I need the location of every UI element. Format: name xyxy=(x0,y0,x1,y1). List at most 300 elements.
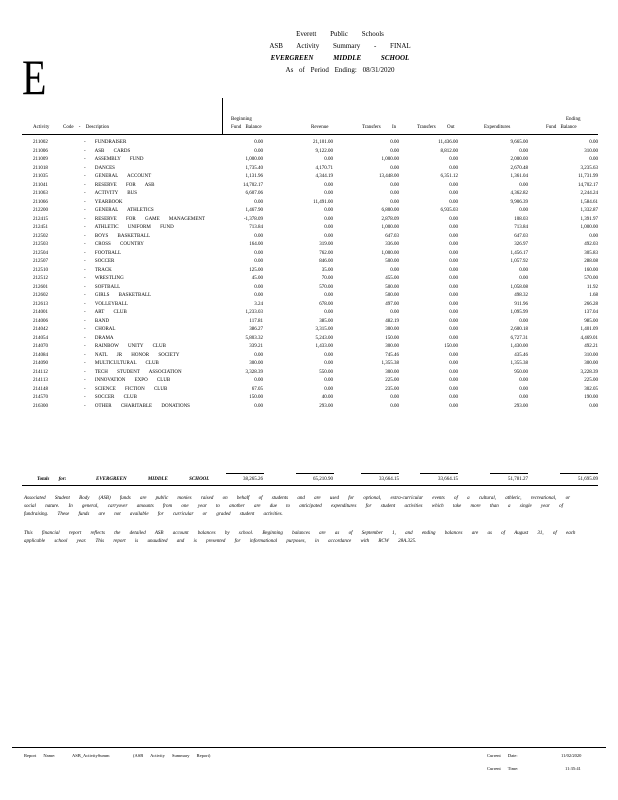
table-row xyxy=(0,326,618,335)
transfers-in: 6,800.00 xyxy=(381,208,399,213)
ending-balance: 492.03 xyxy=(584,242,598,247)
transfers-in: 0.00 xyxy=(390,182,399,188)
activity-code: 211018 xyxy=(33,165,48,171)
activity-description: - CHORAL xyxy=(84,327,116,332)
activity-description: - CROSS COUNTRY xyxy=(84,242,144,247)
transfers-out: 0.00 xyxy=(449,327,458,332)
transfers-out: 0.00 xyxy=(449,403,458,409)
transfers-in: 13,448.00 xyxy=(379,174,399,179)
transfers-in: 0.00 xyxy=(390,310,399,315)
expenditures: 1,361.04 xyxy=(510,174,528,179)
beginning-balance: 713.84 xyxy=(249,225,263,230)
beginning-balance: -1,378.09 xyxy=(243,216,263,222)
activity-code: 211041 xyxy=(33,182,48,188)
table-row xyxy=(0,309,618,318)
transfers-out: 6,935.03 xyxy=(440,208,458,213)
transfers-in: 0.00 xyxy=(390,267,399,273)
activity-description: - RAINBOW UNITY CLUB xyxy=(84,344,166,349)
table-row xyxy=(0,148,618,157)
transfers-in: 225.00 xyxy=(385,378,399,383)
activity-description: - GIRLS BASKETBALL xyxy=(84,293,152,298)
transfers-in: 300.00 xyxy=(385,369,399,375)
activity-code: 212502 xyxy=(33,233,48,239)
expenditures: 0.00 xyxy=(519,267,528,273)
beginning-balance: 5,803.32 xyxy=(245,335,263,341)
activity-code: 211035 xyxy=(33,174,48,179)
transfers-in: 0.00 xyxy=(390,140,399,145)
ending-balance: 225.00 xyxy=(584,378,598,383)
revenue: 0.00 xyxy=(324,361,333,366)
table-row xyxy=(0,190,618,199)
ending-balance: 302.05 xyxy=(584,386,598,392)
beginning-balance: 0.00 xyxy=(254,199,263,205)
beginning-balance: 0.00 xyxy=(254,378,263,383)
total-transfers-out: 33,664.15 xyxy=(438,477,458,482)
expenditures: 950.00 xyxy=(514,369,528,375)
ending-balance: 14,702.17 xyxy=(578,182,598,188)
expenditures: 0.00 xyxy=(519,276,528,281)
transfers-in: 647.03 xyxy=(385,233,399,239)
beginning-balance: 150.00 xyxy=(249,395,263,400)
revenue: 550.00 xyxy=(319,369,333,375)
ending-balance: 3,228.39 xyxy=(580,369,598,375)
total-revenue: 65,210.90 xyxy=(313,477,333,482)
transfers-out: 0.00 xyxy=(449,250,458,256)
col-beginning-1: Beginning xyxy=(231,117,252,122)
table-row xyxy=(0,258,618,267)
expenditures: 0.00 xyxy=(519,182,528,188)
transfers-in: 745.46 xyxy=(385,352,399,358)
transfers-out: 0.00 xyxy=(449,267,458,273)
activity-code: 212415 xyxy=(33,216,48,222)
activity-description: - SOCCER xyxy=(84,259,115,264)
activity-code: 212503 xyxy=(33,242,48,247)
revenue: 0.00 xyxy=(324,386,333,392)
activity-description: - ASB CARDS xyxy=(84,148,131,154)
activity-table xyxy=(0,139,618,411)
col-transfers-in: Transfers In xyxy=(362,125,397,130)
transfers-out: 150.00 xyxy=(444,344,458,349)
ending-balance: 305.83 xyxy=(584,250,598,256)
activity-description: - SOCCER CLUB xyxy=(84,395,137,400)
ending-balance: 137.04 xyxy=(584,310,598,315)
activity-code: 212601 xyxy=(33,284,48,290)
district-name: Everett Public Schools xyxy=(296,30,384,38)
transfers-in: 500.00 xyxy=(385,259,399,264)
transfers-out: 0.00 xyxy=(449,225,458,230)
table-row xyxy=(0,216,618,225)
revenue: 0.00 xyxy=(324,157,333,162)
transfers-in: 1,355.38 xyxy=(381,361,399,366)
beginning-balance: 164.00 xyxy=(249,242,263,247)
activity-description: - INNOVATION EXPO CLUB xyxy=(84,378,171,383)
table-row xyxy=(0,377,618,386)
revenue: 846.00 xyxy=(319,259,333,264)
revenue: 4,344.19 xyxy=(315,174,333,179)
table-row xyxy=(0,199,618,208)
table-row xyxy=(0,284,618,293)
expenditures: 647.03 xyxy=(514,233,528,239)
col-transfers-out: Transfers Out xyxy=(417,125,455,130)
activity-description: - RESERVE FOR GAME MANAGEMENT xyxy=(84,216,206,222)
revenue: 0.00 xyxy=(324,208,333,213)
col-expenditures: Expenditures xyxy=(484,125,511,130)
beginning-balance: 3.24 xyxy=(254,301,263,307)
ending-balance: 3,235.63 xyxy=(580,165,598,171)
expenditures: 6,727.31 xyxy=(510,335,528,341)
revenue: 11,491.00 xyxy=(313,199,333,205)
activity-code: 212507 xyxy=(33,259,48,264)
transfers-out: 0.00 xyxy=(449,182,458,188)
col-ending-1: Ending xyxy=(566,117,581,122)
activity-code: 214570 xyxy=(33,395,48,400)
beginning-balance: 0.00 xyxy=(254,403,263,409)
activity-description: - NATL JR HONOR SOCIETY xyxy=(84,352,180,358)
table-row xyxy=(0,233,618,242)
activity-description: - RESERVE FOR ASB xyxy=(84,182,155,188)
activity-description: - ASSEMBLY FUND xyxy=(84,157,144,162)
activity-code: 214090 xyxy=(33,361,48,366)
ending-balance: 1,584.61 xyxy=(580,199,598,205)
transfers-out: 0.00 xyxy=(449,242,458,247)
expenditures: 0.00 xyxy=(519,386,528,392)
transfers-out: 8,812.00 xyxy=(440,148,458,154)
revenue: 0.00 xyxy=(324,310,333,315)
activity-description: - SOFTBALL xyxy=(84,284,121,290)
activity-description: - FOOTBALL xyxy=(84,250,122,256)
footer-report-name: ASB_ActivitySumm xyxy=(72,753,110,758)
ending-balance: 11,731.99 xyxy=(578,174,598,179)
activity-code: 211063 xyxy=(33,191,48,196)
expenditures: 9,906.39 xyxy=(510,199,528,205)
ending-balance: 4,469.01 xyxy=(580,335,598,341)
revenue: 0.00 xyxy=(324,378,333,383)
ending-balance: 0.00 xyxy=(589,403,598,409)
expenditures: 0.00 xyxy=(519,318,528,324)
activity-code: 214006 xyxy=(33,318,48,324)
transfers-out: 0.00 xyxy=(449,233,458,239)
table-row xyxy=(0,301,618,310)
expenditures: 2,000.00 xyxy=(510,157,528,162)
beginning-balance: 0.00 xyxy=(254,293,263,298)
activity-description: - ATHLETIC UNIFORM FUND xyxy=(84,225,174,230)
ending-balance: 1,000.00 xyxy=(580,225,598,230)
activity-description: - TRACK xyxy=(84,267,112,273)
activity-description: - YEARBOOK xyxy=(84,199,123,205)
activity-description: - GENERAL ACCOUNT xyxy=(84,174,152,179)
expenditures: 911.96 xyxy=(514,301,528,307)
beginning-balance: 117.81 xyxy=(249,318,263,324)
table-row xyxy=(0,173,618,182)
ending-balance: 0.00 xyxy=(589,233,598,239)
expenditures: 2,670.48 xyxy=(510,165,528,171)
revenue: 0.00 xyxy=(324,293,333,298)
column-divider xyxy=(222,98,223,134)
col-revenue: Revenue xyxy=(311,125,329,130)
activity-code: 214113 xyxy=(33,378,48,383)
total-transfers-in: 33,664.15 xyxy=(379,477,399,482)
transfers-out: 0.00 xyxy=(449,165,458,171)
transfers-in: 1,000.00 xyxy=(381,225,399,230)
revenue: 1,433.00 xyxy=(315,344,333,349)
transfers-in: 1,000.00 xyxy=(381,157,399,162)
revenue: 385.00 xyxy=(319,318,333,324)
ending-balance: 0.00 xyxy=(589,140,598,145)
table-row xyxy=(0,250,618,259)
transfers-out: 0.00 xyxy=(449,378,458,383)
table-row xyxy=(0,275,618,284)
activity-description: - BOYS BASKETBALL xyxy=(84,233,151,239)
revenue: 570.00 xyxy=(319,284,333,290)
revenue: 0.00 xyxy=(324,225,333,230)
col-beginning-2: Fund Balance xyxy=(231,125,262,130)
footer-rule xyxy=(12,747,606,748)
expenditures: 498.32 xyxy=(514,293,528,298)
transfers-in: 0.00 xyxy=(390,395,399,400)
table-row xyxy=(0,335,618,344)
transfers-in: 500.00 xyxy=(385,293,399,298)
activity-description: - WRESTLING xyxy=(84,276,124,281)
transfers-in: 300.00 xyxy=(385,327,399,332)
expenditures: 2,600.18 xyxy=(510,327,528,332)
beginning-balance: 0.00 xyxy=(254,259,263,264)
col-code-description: Code - Description xyxy=(63,125,110,130)
beginning-balance: 0.00 xyxy=(254,233,263,239)
totals-rule xyxy=(22,485,598,486)
activity-code: 214148 xyxy=(33,386,48,392)
expenditures: 108.03 xyxy=(514,216,528,222)
ending-balance: 2,244.24 xyxy=(580,191,598,196)
transfers-in: 336.00 xyxy=(385,242,399,247)
expenditures: 326.97 xyxy=(514,242,528,247)
expenditures: 9,665.00 xyxy=(510,140,528,145)
beginning-balance: 300.00 xyxy=(249,361,263,366)
col-activity: Activity xyxy=(33,125,50,130)
transfers-in: 150.00 xyxy=(385,335,399,341)
transfers-in: 300.00 xyxy=(385,344,399,349)
activity-code: 212510 xyxy=(33,267,48,273)
table-row xyxy=(0,318,618,327)
activity-description: - SCIENCE FICTION CLUB xyxy=(84,386,168,392)
transfers-in: 0.00 xyxy=(390,148,399,154)
revenue: 3,315.00 xyxy=(315,327,333,332)
expenditures: 0.00 xyxy=(519,208,528,213)
activity-description: - DRAMA xyxy=(84,335,114,341)
expenditures: 4,362.82 xyxy=(510,191,528,196)
ending-balance: 1,401.09 xyxy=(580,327,598,332)
activity-code: 214042 xyxy=(33,327,48,332)
transfers-out: 0.00 xyxy=(449,310,458,315)
transfers-in: 0.00 xyxy=(390,191,399,196)
activity-code: 212451 xyxy=(33,225,48,230)
revenue: 319.00 xyxy=(319,242,333,247)
activity-description: - OTHER CHARITABLE DONATIONS xyxy=(84,403,190,409)
transfers-out: 0.00 xyxy=(449,284,458,290)
activity-description: - BAND xyxy=(84,318,110,324)
activity-description: - GENERAL ATHLETICS xyxy=(84,208,154,213)
footer-time: 11:35:41 xyxy=(565,766,581,771)
expenditures: 1,355.38 xyxy=(510,361,528,366)
transfers-in: 1,000.00 xyxy=(381,250,399,256)
beginning-balance: 0.00 xyxy=(254,140,263,145)
expenditures: 0.00 xyxy=(519,395,528,400)
ending-balance: 1.68 xyxy=(589,293,598,298)
transfers-in: 455.00 xyxy=(385,276,399,281)
transfers-in: 0.00 xyxy=(390,165,399,171)
table-row xyxy=(0,352,618,361)
period-ending: As of Period Ending: 08/31/2020 xyxy=(285,66,395,74)
total-ending: 51,695.09 xyxy=(578,477,598,482)
activity-description: - DANCES xyxy=(84,165,115,171)
transfers-out: 0.00 xyxy=(449,301,458,307)
activity-code: 212504 xyxy=(33,250,48,256)
expenditures: 1,430.00 xyxy=(510,344,528,349)
expenditures: 0.00 xyxy=(519,148,528,154)
col-ending-2: Fund Balance xyxy=(546,125,577,130)
beginning-balance: 1,000.00 xyxy=(245,157,263,162)
beginning-balance: 339.21 xyxy=(249,344,263,349)
school-name: EVERGREEN MIDDLE SCHOOL xyxy=(270,54,410,62)
ending-balance: 1,332.87 xyxy=(580,208,598,213)
table-row xyxy=(0,369,618,378)
ending-balance: 310.00 xyxy=(584,352,598,358)
activity-description: - MULTICULTURAL CLUB xyxy=(84,361,159,366)
table-row xyxy=(0,386,618,395)
activity-code: 212200 xyxy=(33,208,48,213)
activity-code: 214054 xyxy=(33,335,48,341)
transfers-in: 2,878.09 xyxy=(381,216,399,222)
beginning-balance: 45.00 xyxy=(251,276,263,281)
ending-balance: 160.00 xyxy=(584,267,598,273)
activity-description: - FUNDRAISER xyxy=(84,140,127,145)
transfers-out: 0.00 xyxy=(449,386,458,392)
ending-balance: 492.21 xyxy=(584,344,598,349)
revenue: 293.00 xyxy=(319,403,333,409)
revenue: 5,243.00 xyxy=(315,335,333,341)
activity-code: 212613 xyxy=(33,301,48,307)
activity-code: 211009 xyxy=(33,157,48,162)
beginning-balance: 386.27 xyxy=(249,327,263,332)
asb-funds-note: Associated Student Body (ASB) funds are public monies raised on behalf of students and are used for optional, extra-curricular events of a cultural, athletic, recreational, or social nature. In general, carryover amounts from one year to another are due to anticipated expenditures for student activities which take more than a single year of fundraising. These funds are not available for curricular or graded student activities. xyxy=(24,496,571,517)
footer-date-label: Current Date: xyxy=(487,753,518,758)
transfers-out: 6,351.12 xyxy=(440,174,458,179)
beginning-balance: 0.00 xyxy=(254,352,263,358)
expenditures: 293.00 xyxy=(514,403,528,409)
ending-balance: 266.28 xyxy=(584,301,598,307)
totals-row xyxy=(0,476,618,484)
transfers-in: 500.00 xyxy=(385,284,399,290)
ending-balance: 190.00 xyxy=(584,395,598,400)
activity-code: 212602 xyxy=(33,293,48,298)
expenditures: 713.84 xyxy=(514,225,528,230)
table-row xyxy=(0,241,618,250)
transfers-in: 0.00 xyxy=(390,199,399,205)
beginning-balance: 1,735.40 xyxy=(245,165,263,171)
transfers-out: 0.00 xyxy=(449,352,458,358)
beginning-balance: 67.05 xyxy=(251,386,263,392)
revenue: 9,122.00 xyxy=(315,148,333,154)
transfers-out: 0.00 xyxy=(449,361,458,366)
revenue: 0.00 xyxy=(324,233,333,239)
beginning-balance: 0.00 xyxy=(254,148,263,154)
ending-balance: 310.00 xyxy=(584,148,598,154)
transfers-out: 0.00 xyxy=(449,216,458,222)
ending-balance: 985.00 xyxy=(584,318,598,324)
transfers-out: 0.00 xyxy=(449,276,458,281)
district-logo-letter: E xyxy=(22,49,47,105)
report-title: ASB Activity Summary - FINAL xyxy=(269,42,411,50)
transfers-out: 0.00 xyxy=(449,191,458,196)
revenue: 70.00 xyxy=(321,276,333,281)
beginning-balance: 3,328.39 xyxy=(245,369,263,375)
transfers-out: 0.00 xyxy=(449,293,458,298)
expenditures: 0.00 xyxy=(519,378,528,383)
transfers-in: 235.00 xyxy=(385,386,399,392)
beginning-balance: 0.00 xyxy=(254,284,263,290)
ending-balance: 1,391.97 xyxy=(580,216,598,222)
revenue: 4,170.71 xyxy=(315,165,333,171)
footer-time-label: Current Time: xyxy=(487,766,519,771)
transfers-in: 0.00 xyxy=(390,403,399,409)
transfers-out: 0.00 xyxy=(449,157,458,162)
table-row xyxy=(0,360,618,369)
activity-code: 212512 xyxy=(33,276,48,281)
beginning-balance: 1,131.96 xyxy=(245,174,263,179)
ending-balance: 11.92 xyxy=(586,284,598,290)
beginning-balance: 14,702.17 xyxy=(243,182,263,188)
total-expenditures: 51,781.27 xyxy=(508,477,528,482)
table-row xyxy=(0,165,618,174)
ending-balance: 300.00 xyxy=(584,361,598,366)
transfers-in: 482.19 xyxy=(385,318,399,324)
activity-description: - ART CLUB xyxy=(84,310,127,315)
revenue: 0.00 xyxy=(324,216,333,222)
expenditures: 435.46 xyxy=(514,352,528,358)
totals-label: Totals for: xyxy=(37,477,67,482)
expenditures: 1,095.99 xyxy=(510,310,528,315)
header-rule xyxy=(22,134,598,135)
transfers-out: 0.00 xyxy=(449,395,458,400)
revenue: 0.00 xyxy=(324,182,333,188)
revenue: 35.00 xyxy=(321,267,333,273)
revenue: 0.00 xyxy=(324,191,333,196)
footer-report-label: Report Name: xyxy=(24,753,56,758)
expenditures: 1,456.17 xyxy=(510,250,528,256)
activity-code: 211002 xyxy=(33,140,48,145)
activity-code: 214001 xyxy=(33,310,48,315)
transfers-out: 0.00 xyxy=(449,335,458,341)
activity-code: 216300 xyxy=(33,403,48,409)
beginning-balance: 1,467.90 xyxy=(245,208,263,213)
table-row xyxy=(0,343,618,352)
table-row xyxy=(0,224,618,233)
ending-balance: 570.00 xyxy=(584,276,598,281)
report-header xyxy=(220,28,460,76)
transfers-in: 497.00 xyxy=(385,301,399,307)
expenditures: 1,057.92 xyxy=(510,259,528,264)
activity-description: - TECH STUDENT ASSOCIATION xyxy=(84,369,182,375)
beginning-balance: 0.00 xyxy=(254,250,263,256)
revenue: 40.00 xyxy=(321,395,333,400)
revenue: 678.00 xyxy=(319,301,333,307)
activity-description: - VOLLEYBALL xyxy=(84,301,128,307)
beginning-balance: 1,233.03 xyxy=(245,310,263,315)
activity-code: 211006 xyxy=(33,148,48,154)
transfers-out: 11,436.00 xyxy=(438,140,458,145)
ending-balance: 288.08 xyxy=(584,259,598,264)
transfers-out: 0.00 xyxy=(449,259,458,264)
beginning-balance: 6,607.06 xyxy=(245,191,263,196)
